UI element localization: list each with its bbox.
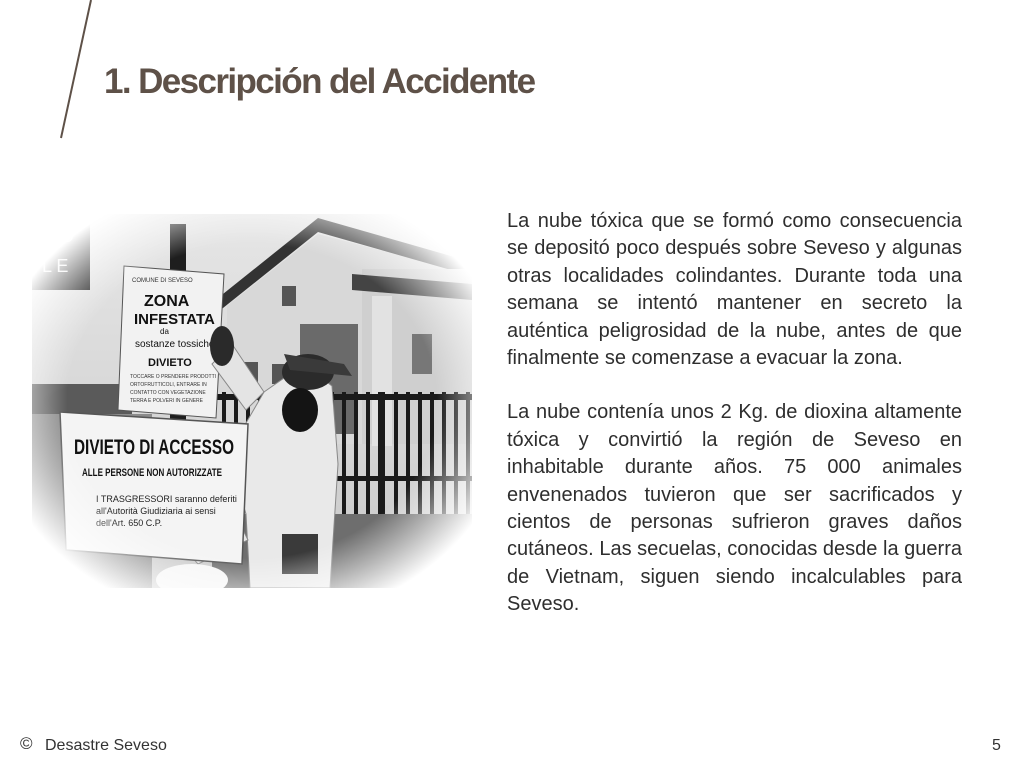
copyright-icon: © (20, 734, 33, 753)
footer-label: Desastre Seveso (45, 737, 167, 754)
slide-title: 1. Descripción del Accidente (104, 62, 535, 101)
page-number: 5 (992, 737, 1001, 754)
seveso-photo (32, 214, 472, 588)
paragraph-2: La nube contenía unos 2 Kg. de dioxina altamente tóxica y convirtió la región de Seveso en inhabitable durante años. 75 000 animales envenenados tuvieron que ser sacrificados y cientos de personas sufrieron graves daños cutáneos. Las secuelas, conocidas desde la guerra de Vietnam, siguen siendo incalculables para Seveso. (507, 401, 962, 616)
accent-line (0, 0, 120, 150)
paragraph-1: La nube tóxica que se formó como consecuencia se depositó poco después sobre Seveso y algunas otras localidades colindantes. Durante toda una semana se intentó mantener en secreto la auténtica peligrosidad de la nube, antes de que finalmente se comenzase a evacuar la zona. (507, 210, 962, 370)
body-text (507, 208, 962, 619)
